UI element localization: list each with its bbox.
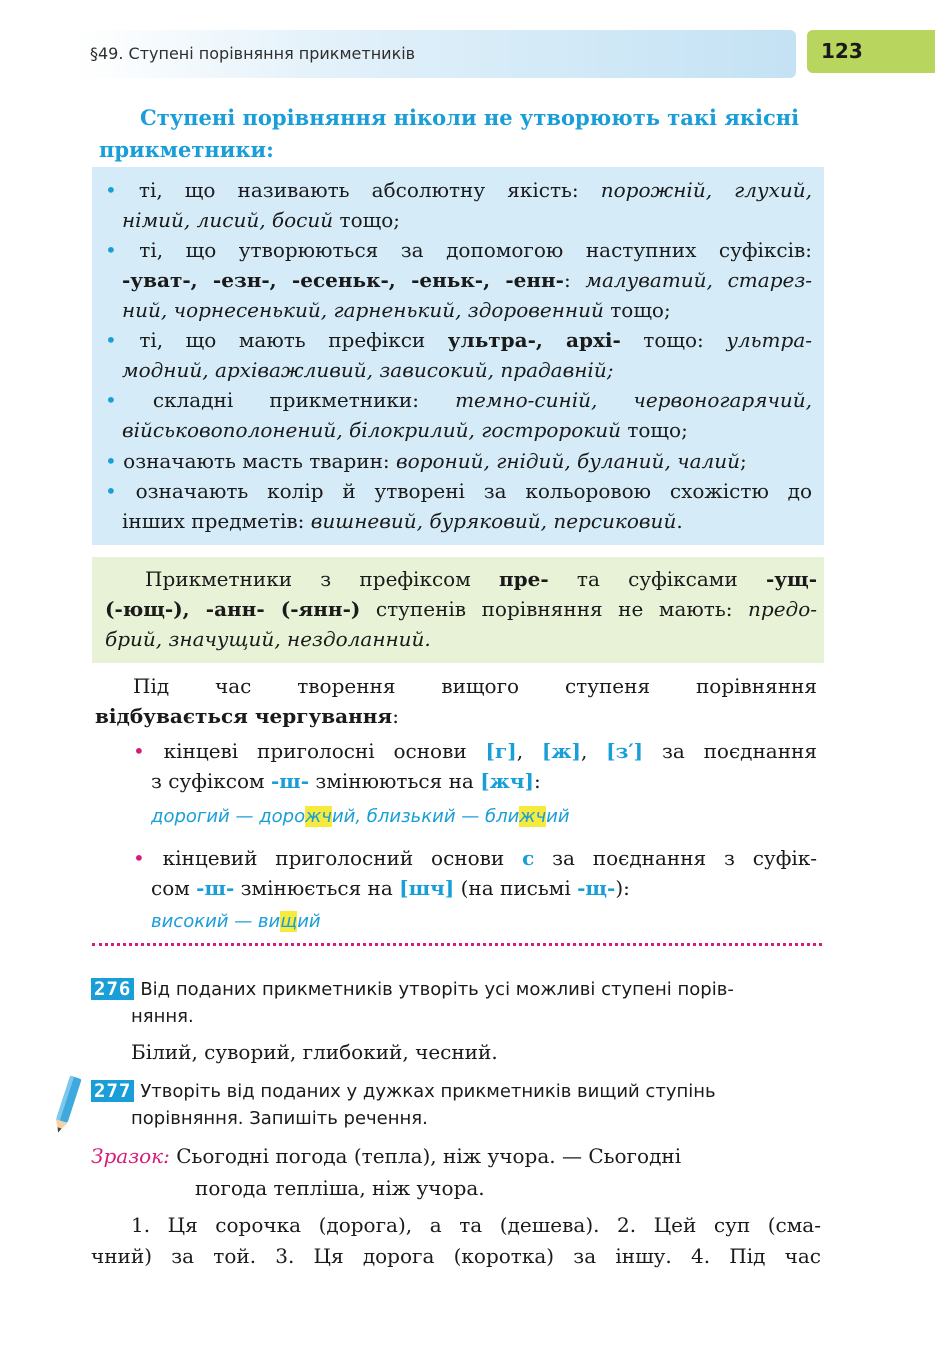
rule-item-4-line2: військовополонений, білокрилий, гостророкий тощо; bbox=[122, 418, 688, 442]
section-header bbox=[75, 30, 796, 78]
note-line3: брий, значущий, нездоланний. bbox=[105, 627, 431, 651]
sample-label: Зразок: bbox=[91, 1144, 170, 1168]
pencil-icon bbox=[50, 1072, 84, 1138]
exercise-276-task-line1: 276 Від поданих прикметників утворіть усі можливі ступені порів- bbox=[91, 978, 734, 1000]
sample-line1: Зразок: Сьогодні погода (тепла), ніж учора. — Сьогодні bbox=[91, 1144, 682, 1168]
rule-item-1-line2: німий, лисий, босий тощо; bbox=[122, 208, 400, 232]
bullet: • bbox=[133, 739, 145, 763]
bullet: • bbox=[105, 449, 117, 473]
exercise-277-task-line1: 277 Утворіть від поданих у дужках прикметників вищий ступінь bbox=[91, 1080, 716, 1102]
rule-heading-line1: Ступені порівняння ніколи не утворюють такі якісні bbox=[140, 105, 800, 130]
exercise-number: 276 bbox=[91, 978, 134, 1000]
rule-item-2-line3: ний, чорнесенький, гарненький, здоровенний тощо; bbox=[122, 298, 671, 322]
example-1: дорогий — дорожчий, близький — ближчий bbox=[151, 806, 570, 827]
rule-item-4-line1: • складні прикметники: темно-синій, червоногарячий, bbox=[105, 388, 813, 412]
example-2: високий — вищий bbox=[151, 911, 321, 932]
rule-item-6-line2: інших предметів: вишневий, буряковий, персиковий. bbox=[122, 509, 683, 533]
note-line2: (-ющ-), -анн- (-янн-) ступенів порівняння не мають: предо- bbox=[105, 597, 818, 621]
rule-item-2-line2: -уват-, -езн-, -есеньк-, -еньк-, -енн-: малуватий, старез- bbox=[122, 268, 812, 292]
rule-item-3-line1: • ті, що мають префікси ультра-, архі- тощо: ультра- bbox=[105, 328, 813, 352]
sample-line2: погода тепліша, ніж учора. bbox=[195, 1176, 485, 1200]
bullet: • bbox=[105, 178, 117, 202]
alternation-point2-line2: сом -ш- змінюється на [шч] (на письмі -щ-): bbox=[151, 876, 630, 900]
exercise-277-text-line2: чний) за той. 3. Ця дорога (коротка) за іншу. 4. Під час bbox=[91, 1244, 821, 1268]
dotted-divider bbox=[92, 943, 822, 946]
bullet: • bbox=[105, 388, 117, 412]
exercise-276-words: Білий, суворий, глибокий, чесний. bbox=[131, 1040, 498, 1064]
bullet: • bbox=[105, 238, 117, 262]
alternation-intro-line1: Під час творення вищого ступеня порівняння bbox=[133, 674, 817, 698]
page-number: 123 bbox=[821, 39, 863, 63]
exercise-276-task-line2: няння. bbox=[131, 1006, 194, 1027]
bullet: • bbox=[105, 479, 117, 503]
note-line1: Прикметники з префіксом пре- та суфіксами -ущ- bbox=[145, 567, 817, 591]
bullet: • bbox=[105, 328, 117, 352]
rule-item-6-line1: • означають колір й утворені за кольоровою схожістю до bbox=[105, 479, 813, 503]
section-title: §49. Ступені порівняння прикметників bbox=[90, 44, 416, 63]
rule-item-3-line2: модний, архіважливий, зависокий, прадавній; bbox=[122, 358, 614, 382]
rule-heading-line2: прикметники: bbox=[99, 137, 274, 162]
alternation-point1-line1: • кінцеві приголосні основи [г], [ж], [з′] за поєднання bbox=[133, 739, 817, 763]
rule-item-1-line1: • ті, що називають абсолютну якість: порожній, глухий, bbox=[105, 178, 812, 202]
exercise-277-text-line1: 1. Ця сорочка (дорога), а та (дешева). 2. Цей суп (сма- bbox=[131, 1213, 821, 1237]
exercise-277-task-line2: порівняння. Запишіть речення. bbox=[131, 1108, 428, 1129]
page-number-tab bbox=[807, 30, 935, 73]
exercise-number: 277 bbox=[91, 1080, 134, 1102]
alternation-point2-line1: • кінцевий приголосний основи с за поєднання з суфік- bbox=[133, 846, 817, 870]
alternation-intro-line2: відбувається чергування: bbox=[95, 704, 399, 728]
rule-item-2-line1: • ті, що утворюються за допомогою наступних суфіксів: bbox=[105, 238, 813, 262]
rule-item-5: • означають масть тварин: вороний, гнідий, буланий, чалий; bbox=[105, 449, 747, 473]
alternation-point1-line2: з суфіксом -ш- змінюються на [жч]: bbox=[151, 769, 541, 793]
bullet: • bbox=[133, 846, 145, 870]
